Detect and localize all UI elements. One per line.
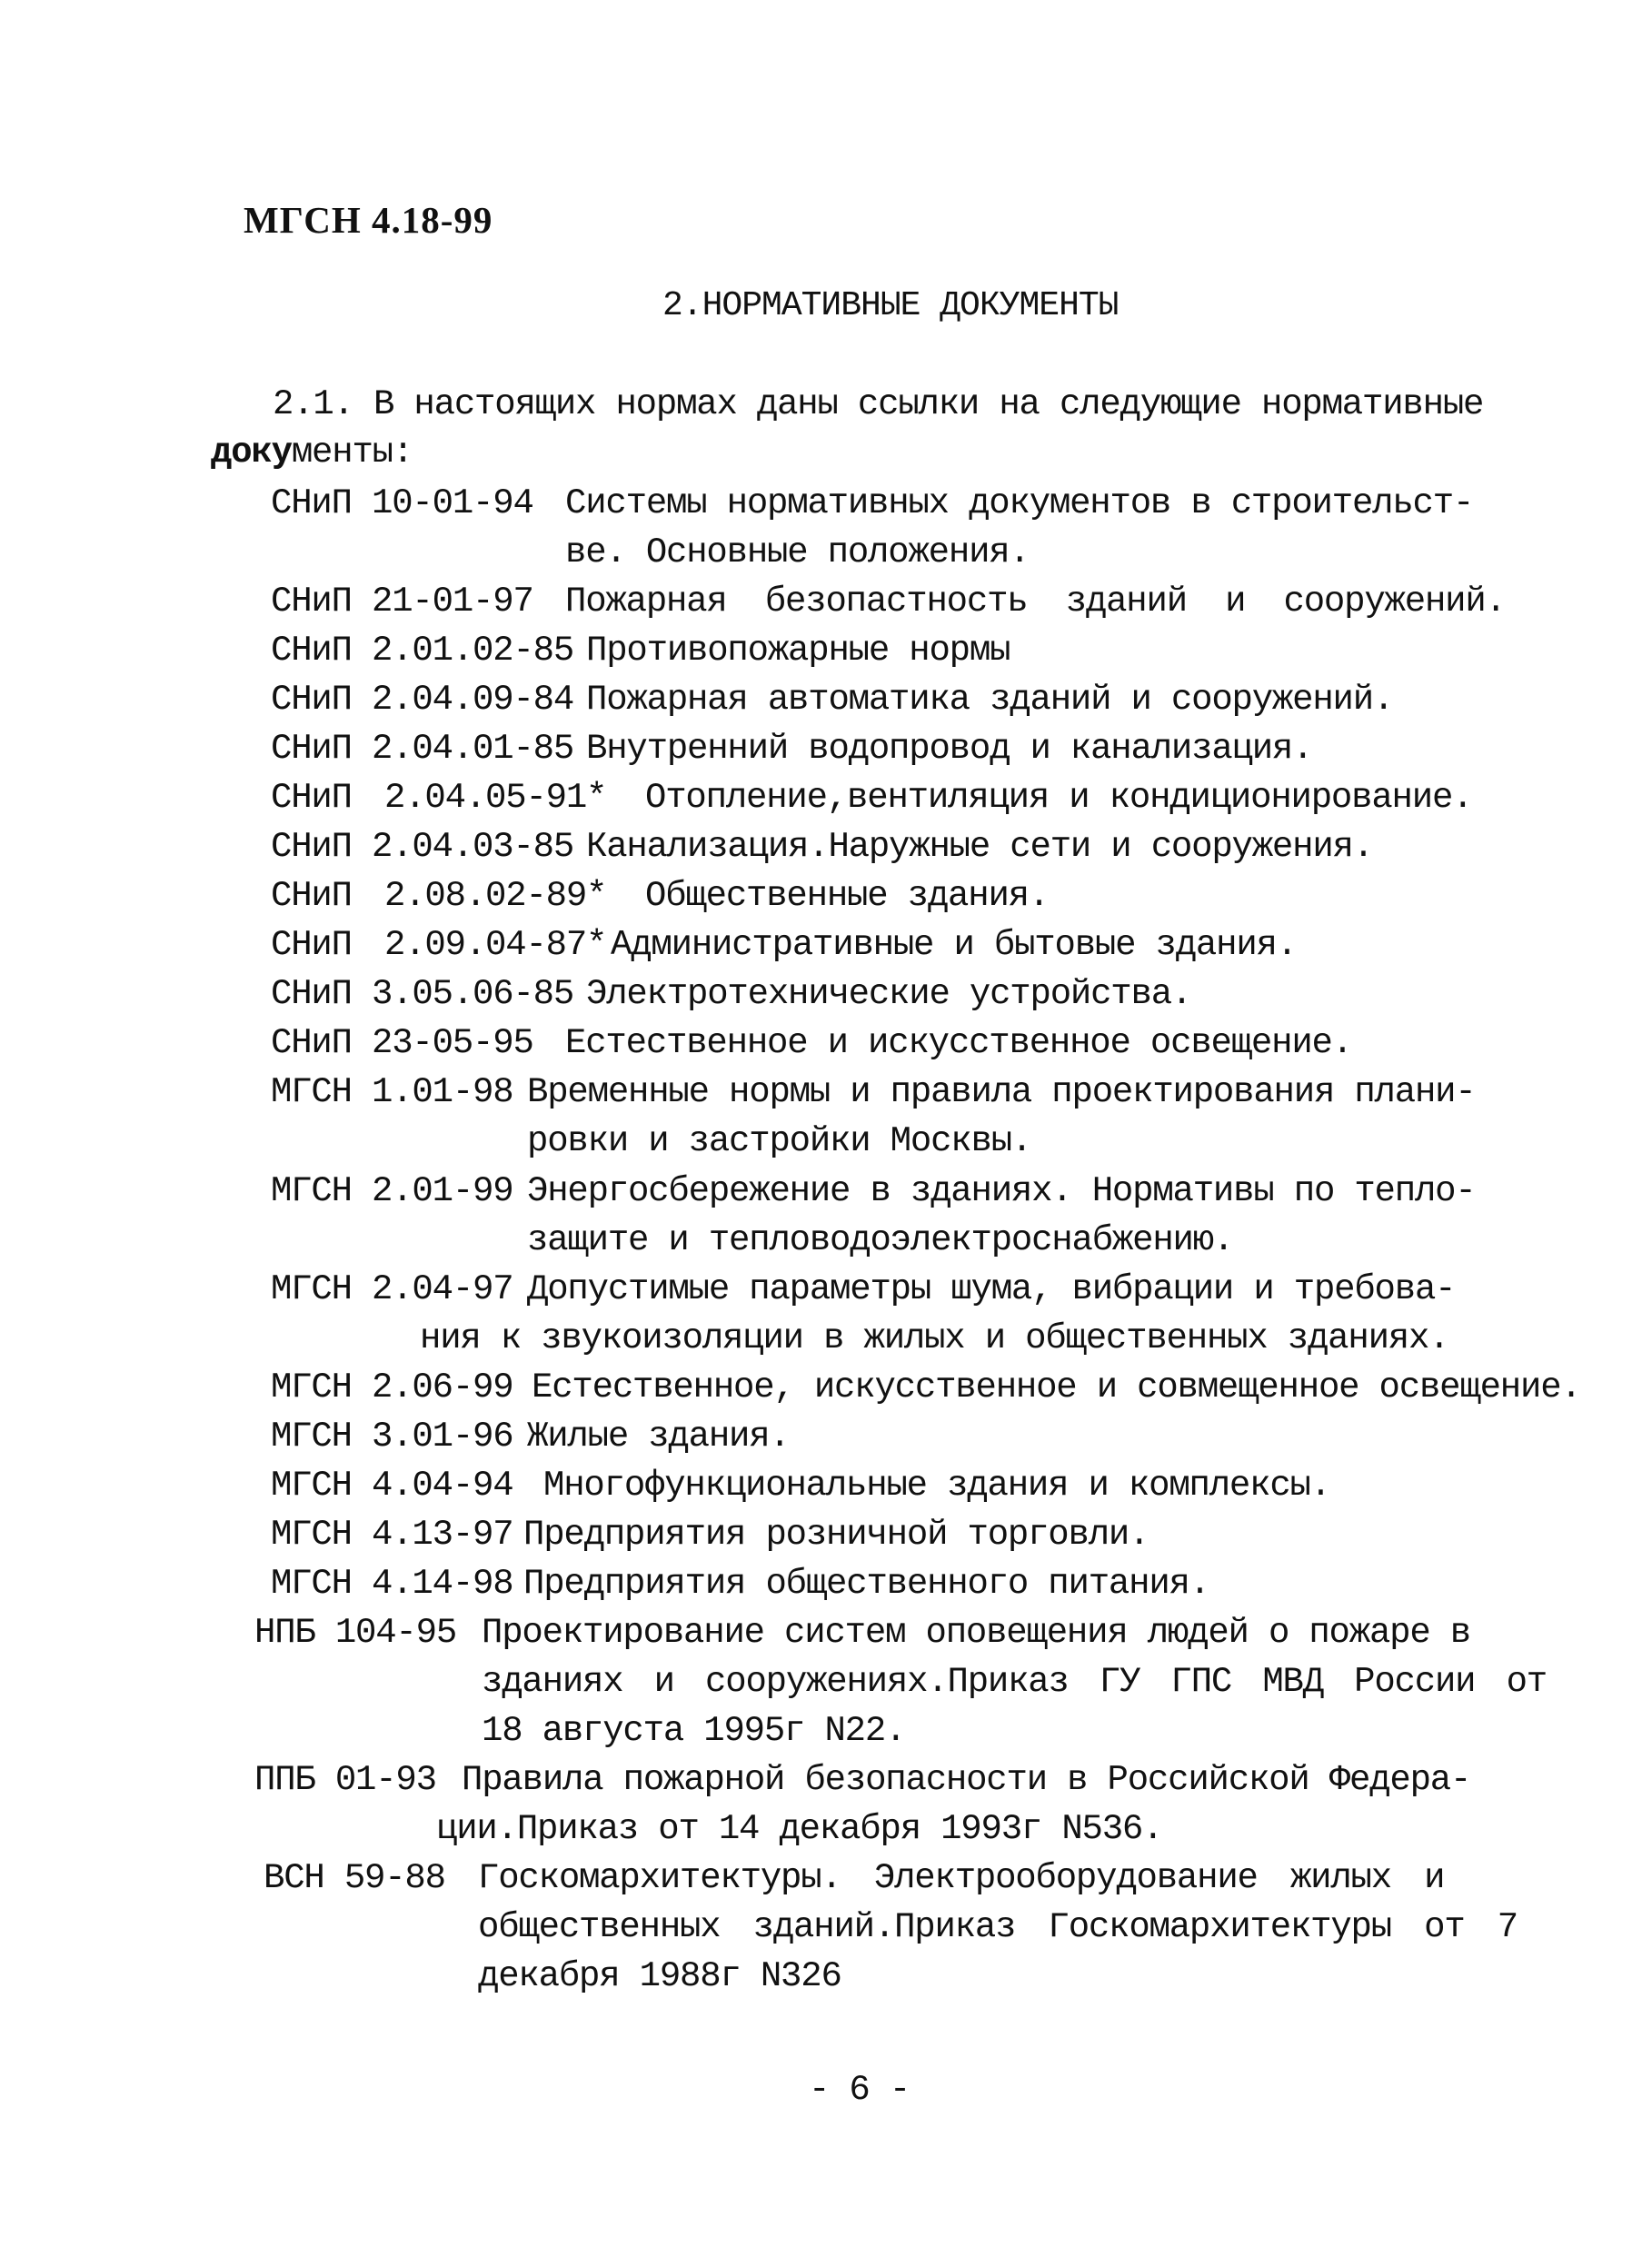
reference-title: Административные и бытовые здания. — [611, 925, 1297, 965]
reference-code: МГСН 4.14-98 — [271, 1564, 513, 1604]
reference-title-continued: зданиях и сооружениях.Приказ ГУ ГПС МВД России от — [482, 1662, 1547, 1702]
reference-code: СНиП 2.01.02-85 — [271, 631, 574, 671]
reference-code: ППБ 01-93 — [254, 1760, 436, 1800]
reference-code: МГСН 2.06-99 — [271, 1367, 513, 1407]
document-code-header: МГСН 4.18-99 — [244, 199, 493, 241]
reference-code: СНиП 3.05.06-85 — [271, 974, 574, 1014]
reference-title: Жилые здания. — [527, 1417, 790, 1457]
reference-code: СНиП 23-05-95 — [271, 1023, 533, 1063]
page-number: - 6 - — [809, 2070, 911, 2110]
reference-title-continued: 18 августа 1995г N22. — [482, 1711, 906, 1751]
reference-code: СНиП 2.04.05-91* — [271, 778, 607, 818]
reference-code: МГСН 4.04-94 — [271, 1466, 513, 1506]
reference-title: Электротехнические устройства. — [586, 974, 1192, 1014]
reference-code: СНиП 2.09.04-87* — [271, 925, 607, 965]
reference-title-continued: декабря 1988г N326 — [478, 1956, 841, 1996]
reference-title: Допустимые параметры шума, вибрации и требова- — [527, 1269, 1456, 1309]
reference-title: Проектирование систем оповещения людей о пожаре в — [482, 1613, 1470, 1653]
reference-title-continued: общественных зданий.Приказ Госкомархитектуры от 7 — [478, 1907, 1518, 1947]
intro-line-1: 2.1. В настоящих нормах даны ссылки на следующие нормативные — [273, 384, 1484, 424]
section-title: 2.НОРМАТИВНЫЕ ДОКУМЕНТЫ — [662, 286, 1119, 325]
reference-title: Предприятия общественного питания. — [523, 1564, 1209, 1604]
reference-title: Многофункциональные здания и комплексы. — [543, 1466, 1330, 1506]
reference-title: Системы нормативных документов в строительст- — [565, 483, 1474, 523]
reference-title: Естественное, искусственное и совмещенное освещение. — [532, 1367, 1581, 1407]
reference-title-continued: ве. Основные положения. — [565, 532, 1030, 572]
reference-title: Внутренний водопровод и канализация. — [586, 729, 1313, 769]
reference-title: Энергосбережение в зданиях. Нормативы по тепло- — [527, 1171, 1476, 1211]
reference-code: СНиП 2.04.09-84 — [271, 680, 574, 720]
reference-title: Пожарная безопастность зданий и сооружений. — [565, 582, 1506, 621]
reference-title: Общественные здания. — [645, 876, 1050, 916]
reference-title: Предприятия розничной торговли. — [523, 1515, 1149, 1555]
reference-title: Правила пожарной безопасности в Российской Федера- — [462, 1760, 1471, 1800]
reference-code: МГСН 4.13-97 — [271, 1515, 513, 1555]
reference-title: Противопожарные нормы — [586, 631, 1010, 671]
reference-code: МГСН 2.01-99 — [271, 1171, 513, 1211]
reference-title-continued: ния к звукоизоляции в жилых и общественных зданиях. — [420, 1318, 1449, 1358]
reference-code: НПБ 104-95 — [254, 1613, 457, 1653]
reference-title: Канализация.Наружные сети и сооружения. — [586, 827, 1373, 867]
reference-code: СНиП 2.04.01-85 — [271, 729, 574, 769]
intro-line-2-bold: доку — [211, 433, 292, 472]
reference-code: ВСН 59-88 — [264, 1858, 445, 1898]
reference-title: Временные нормы и правила проектирования плани- — [527, 1072, 1476, 1112]
intro-line-2-rest: менты: — [291, 433, 413, 472]
reference-code: СНиП 2.04.03-85 — [271, 827, 574, 867]
intro-line-2 — [211, 433, 413, 472]
reference-code: СНиП 21-01-97 — [271, 582, 533, 621]
reference-code: МГСН 1.01-98 — [271, 1072, 513, 1112]
reference-code: МГСН 3.01-96 — [271, 1417, 513, 1457]
reference-code: МГСН 2.04-97 — [271, 1269, 513, 1309]
reference-title-continued: ции.Приказ от 14 декабря 1993г N536. — [436, 1809, 1163, 1849]
reference-title: Госкомархитектуры. Электрооборудование жилых и — [478, 1858, 1445, 1898]
reference-title: Естественное и искусственное освещение. — [565, 1023, 1352, 1063]
reference-title: Пожарная автоматика зданий и сооружений. — [586, 680, 1394, 720]
reference-title-continued: защите и тепловодоэлектроснабжению. — [527, 1220, 1234, 1260]
reference-title-continued: ровки и застройки Москвы. — [527, 1121, 1032, 1161]
reference-title: Отопление,вентиляция и кондиционирование. — [645, 778, 1473, 818]
reference-code: СНиП 2.08.02-89* — [271, 876, 607, 916]
reference-code: СНиП 10-01-94 — [271, 483, 533, 523]
